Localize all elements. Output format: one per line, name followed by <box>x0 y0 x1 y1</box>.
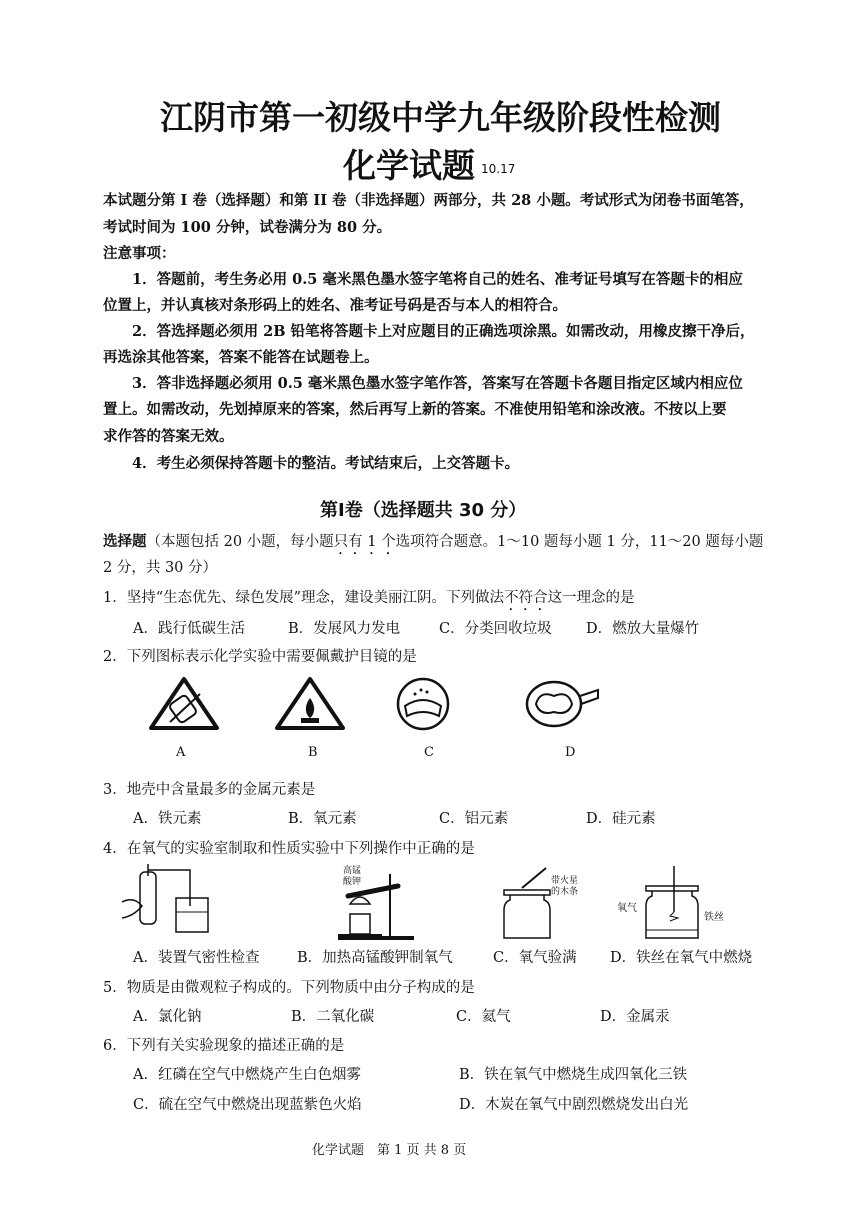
question-5-stem: 5．物质是由微观粒子构成的。下列物质中由分子构成的是 <box>103 980 475 996</box>
q2-label-d: D <box>565 745 576 760</box>
notice-item: 置上。如需改动，先划掉原来的答案，然后再写上新的答案。不准使用铅笔和涂改液。不按以上要 <box>103 401 727 418</box>
q1-option-a: A．践行低碳生活 <box>133 621 245 637</box>
q3-option-b: B．氧元素 <box>288 811 357 827</box>
q4-option-b: B．加热高锰酸钾制氧气 <box>297 950 453 966</box>
apparatus-airtight-check <box>120 862 220 940</box>
q6-option-d: D．木炭在氧气中剧烈燃烧发出白光 <box>459 1097 689 1113</box>
notice-item: 求作答的答案无效。 <box>103 428 234 445</box>
q2-label-b: B <box>308 745 318 760</box>
q4-fig-d-label: 铁丝 <box>704 912 724 923</box>
apparatus-iron-burning <box>640 866 704 942</box>
q1-stem-text: 这一理念的是 <box>547 590 635 606</box>
page-footer: 化学试题 第 1 页 共 8 页 <box>312 1143 467 1158</box>
notice-heading: 注意事项： <box>103 245 176 262</box>
q4-fig-b-label: 高锰 <box>343 866 362 876</box>
q4-option-c: C．氧气验满 <box>493 950 577 966</box>
intro-line: 考试时间为 100 分钟，试卷满分为 80 分。 <box>103 219 392 236</box>
page-title: 江阴市第一初级中学九年级阶段性检测 <box>160 98 721 137</box>
notice-item: 3．答非选择题必须用 0.5 毫米黑色墨水签字笔作答，答案写在答题卡各题目指定区域内相应位 <box>132 375 743 392</box>
q4-fig-b-label: 酸钾 <box>343 877 362 887</box>
section-lead-emphasis: 只有 1 个 <box>333 534 396 550</box>
q2-label-c: C <box>424 745 434 760</box>
q1-option-c: C．分类回收垃圾 <box>439 621 552 637</box>
q5-option-b: B．二氧化碳 <box>291 1009 375 1025</box>
section-lead-text: 选项符合题意。1～10 题每小题 1 分，11～20 题每小题 <box>395 534 764 550</box>
q6-option-a: A．红磷在空气中燃烧产生白色烟雾 <box>133 1067 361 1083</box>
notice-item: 1．答题前，考生务必用 0.5 毫米黑色墨水签字笔将自己的姓名、准考证号填写在答题卡的相应 <box>132 271 743 288</box>
notice-item: 位置上，并认真核对条形码上的姓名、准考证号码是否与本人的相符合。 <box>103 297 567 314</box>
intro-line: 本试题分第 I 卷（选择题）和第 II 卷（非选择题）两部分，共 28 小题。考试形式为闭卷书面笔答， <box>103 192 754 209</box>
q3-option-c: C．铝元素 <box>439 811 509 827</box>
q4-fig-c-label: 的木条 <box>551 887 579 897</box>
q1-option-b: B．发展风力发电 <box>288 621 401 637</box>
q4-option-d: D．铁丝在氧气中燃烧 <box>610 950 753 966</box>
apparatus-heat-kmno4 <box>320 870 420 942</box>
notice-item: 2．答选择题必须用 2B 铅笔将答题卡上对应题目的正确选项涂黑。如需改动，用橡皮擦干净后， <box>132 323 755 340</box>
subject-title: 化学试题 <box>343 146 475 185</box>
question-2-stem: 2．下列图标表示化学实验中需要佩戴护目镜的是 <box>103 649 417 665</box>
section-lead-label: 选择题 <box>103 533 147 550</box>
q1-stem-text: 1．坚持“生态优先、绿色发展”理念，建设美丽江阴。下列做法 <box>103 590 505 606</box>
hazard-icon-d <box>524 676 600 728</box>
hazard-icon-b <box>274 676 346 732</box>
section-lead <box>103 530 763 558</box>
q1-option-d: D．燃放大量爆竹 <box>586 621 700 637</box>
q6-option-b: B．铁在氧气中燃烧生成四氧化三铁 <box>459 1067 688 1083</box>
question-4-stem: 4．在氧气的实验室制取和性质实验中下列操作中正确的是 <box>103 841 475 857</box>
q3-option-a: A．铁元素 <box>133 811 202 827</box>
question-1-stem <box>103 586 635 614</box>
notice-item: 再选涂其他答案，答案不能答在试题卷上。 <box>103 349 379 366</box>
notice-item: 4．考生必须保持答题卡的整洁。考试结束后，上交答题卡。 <box>132 455 520 472</box>
question-6-stem: 6．下列有关实验现象的描述正确的是 <box>103 1038 345 1054</box>
q4-fig-c-label: 带火星 <box>551 876 579 886</box>
q1-stem-emphasis: 不符合 <box>504 590 548 606</box>
goggles-icon-c <box>393 676 453 732</box>
apparatus-o2-full-test <box>500 866 560 942</box>
section-heading: 第Ⅰ卷（选择题共 30 分） <box>320 500 527 521</box>
section-lead-text: （本题包括 20 小题，每小题 <box>146 534 334 550</box>
q4-fig-d-label: 氧气 <box>617 903 637 914</box>
q5-option-d: D．金属汞 <box>600 1009 670 1025</box>
question-3-stem: 3．地壳中含量最多的金属元素是 <box>103 782 316 798</box>
exam-date: 10.17 <box>481 162 516 176</box>
q5-option-a: A．氯化钠 <box>133 1009 202 1025</box>
section-lead: 2 分，共 30 分） <box>103 560 218 576</box>
hazard-icon-a <box>148 676 220 732</box>
q3-option-d: D．硅元素 <box>586 811 656 827</box>
q5-option-c: C．氦气 <box>456 1009 511 1025</box>
q6-option-c: C．硫在空气中燃烧出现蓝紫色火焰 <box>133 1097 362 1113</box>
q2-label-a: A <box>176 745 186 760</box>
q4-option-a: A．装置气密性检查 <box>133 950 260 966</box>
